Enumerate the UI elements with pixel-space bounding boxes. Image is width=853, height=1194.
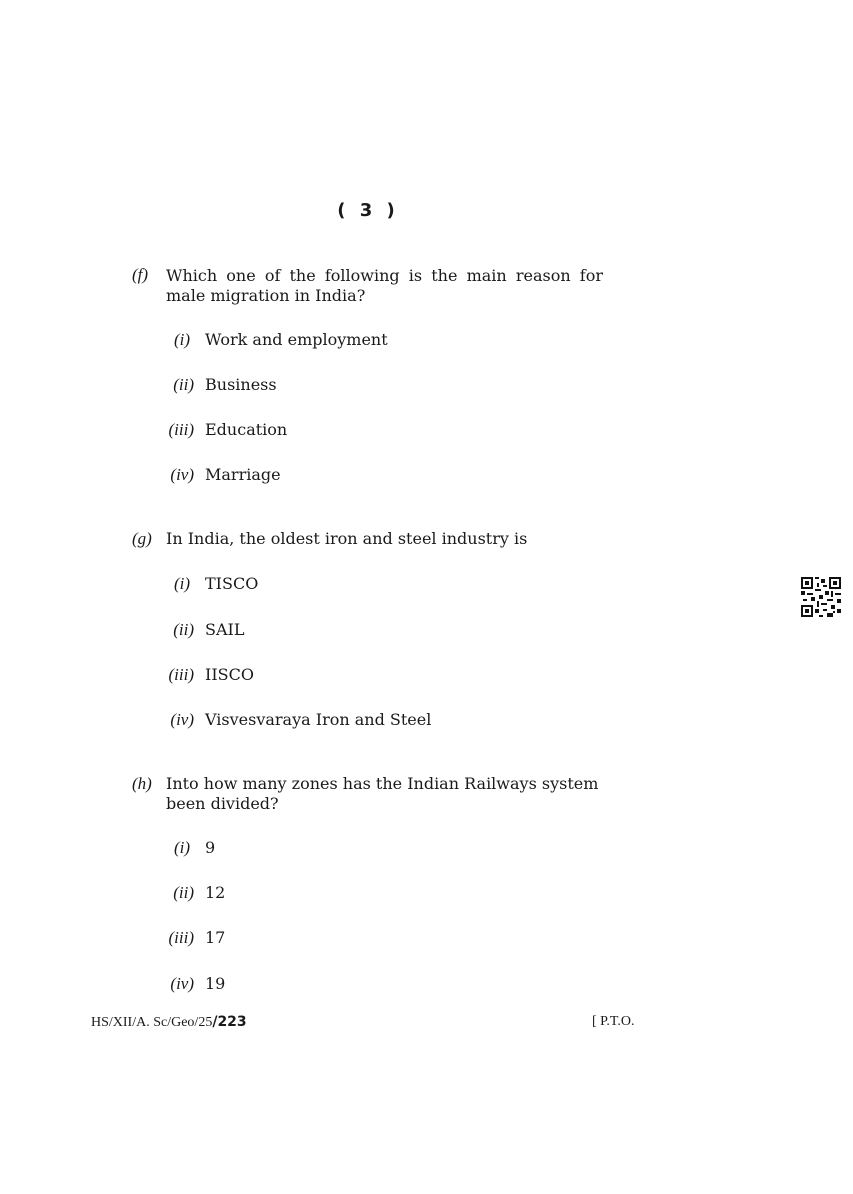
option-text: Work and employment — [205, 330, 388, 349]
option-text: Visvesvaraya Iron and Steel — [205, 710, 432, 729]
question-label-h: (h) — [132, 774, 152, 793]
paper-code — [91, 1014, 247, 1031]
option-label: (iv) — [170, 710, 194, 729]
option-label: (iv) — [170, 465, 194, 484]
page-number: ( 3 ) — [337, 200, 396, 221]
qr-code — [801, 577, 841, 617]
question-text-f: Which one of the following is the main reason for male migration in India? — [166, 266, 603, 305]
question-label-g: (g) — [132, 529, 152, 548]
option-label: (ii) — [173, 620, 194, 639]
question-text-g: In India, the oldest iron and steel industry is — [166, 529, 528, 548]
question-label-f: (f) — [132, 265, 149, 284]
option-label: (iii) — [168, 420, 194, 439]
option-text: TISCO — [205, 574, 259, 593]
paper-code-number: /223 — [212, 1014, 247, 1030]
option-label: (ii) — [173, 375, 194, 394]
question-text-h: Into how many zones has the Indian Railways system been divided? — [166, 774, 599, 813]
paper-code-prefix: HS/XII/A. Sc/Geo/25 — [91, 1015, 213, 1030]
option-text: Business — [205, 375, 277, 394]
option-text: IISCO — [205, 665, 254, 684]
option-text: SAIL — [205, 620, 245, 639]
option-label: (i) — [173, 574, 190, 593]
option-label: (ii) — [173, 883, 194, 902]
option-text: 17 — [205, 928, 226, 947]
option-text: Marriage — [205, 465, 281, 484]
option-label: (i) — [173, 330, 190, 349]
option-text: 19 — [205, 974, 226, 993]
pto-label: [ P.T.O. — [592, 1014, 635, 1029]
option-label: (iii) — [168, 928, 194, 947]
option-label: (i) — [173, 838, 190, 857]
option-text: 9 — [205, 838, 216, 857]
option-text: 12 — [205, 883, 226, 902]
option-label: (iv) — [170, 974, 194, 993]
option-text: Education — [205, 420, 288, 439]
option-label: (iii) — [168, 665, 194, 684]
